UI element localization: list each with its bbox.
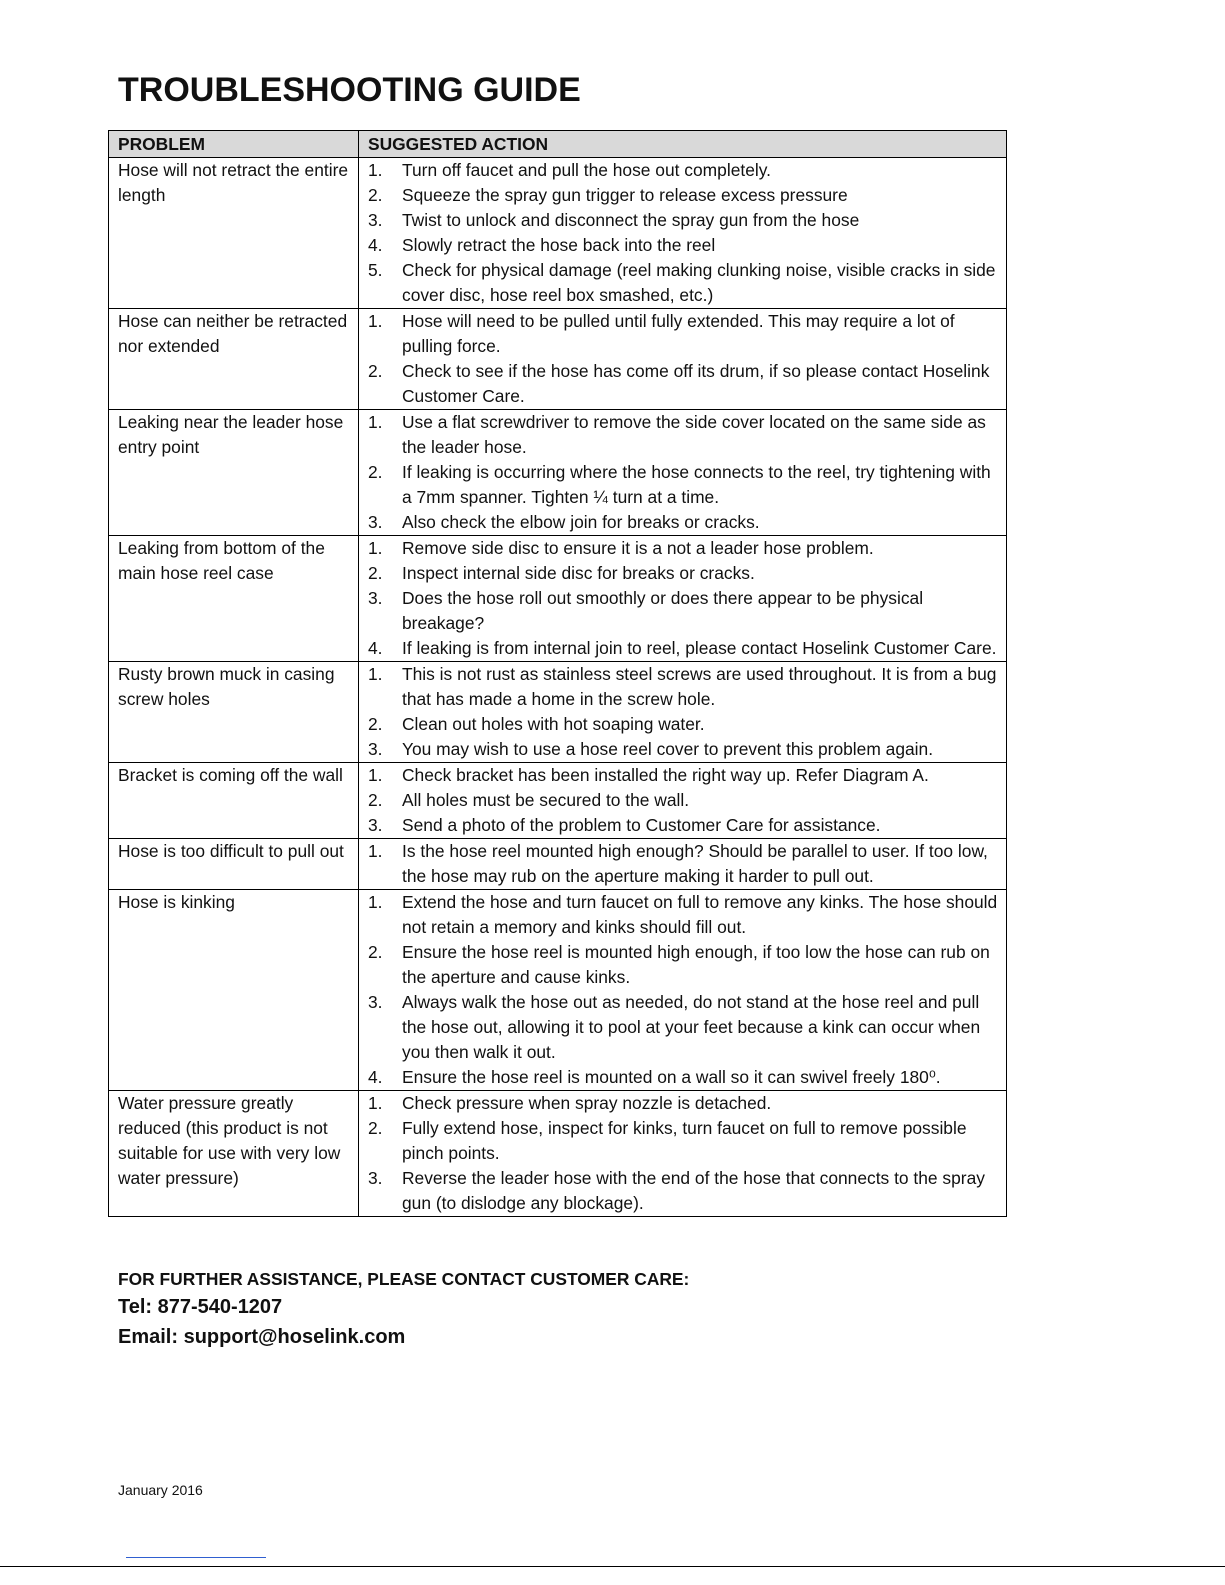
step-number: 2. (368, 714, 383, 734)
action-step (368, 990, 998, 1065)
step-number: 1. (368, 1093, 383, 1113)
action-step (368, 410, 998, 460)
action-step (368, 536, 998, 561)
problem-cell: Leaking from bottom of the main hose reel case (109, 536, 359, 662)
step-text: Use a flat screwdriver to remove the side cover located on the same side as the leader hose. (402, 412, 986, 457)
action-cell (359, 763, 1007, 839)
contact-tel: Tel: 877-540-1207 (118, 1296, 283, 1318)
action-step (368, 763, 998, 788)
step-number: 3. (368, 1168, 383, 1188)
problem-cell: Hose will not retract the entire length (109, 158, 359, 309)
problem-cell: Hose is kinking (109, 890, 359, 1091)
action-step (368, 1116, 998, 1166)
table-row (109, 536, 1007, 662)
step-text: Send a photo of the problem to Customer Care for assistance. (402, 815, 881, 835)
action-step (368, 510, 998, 535)
page-bottom-rule (0, 1566, 1225, 1567)
step-number: 3. (368, 512, 383, 532)
action-steps-list (368, 158, 998, 308)
footer-date: January 2016 (118, 1482, 203, 1498)
action-step (368, 662, 998, 712)
action-step (368, 712, 998, 737)
action-step (368, 561, 998, 586)
action-cell (359, 410, 1007, 536)
step-text: Hose will need to be pulled until fully extended. This may require a lot of pulling force. (402, 311, 955, 356)
action-steps-list (368, 536, 998, 661)
action-steps-list (368, 662, 998, 762)
step-number: 4. (368, 638, 383, 658)
action-step (368, 839, 998, 889)
contact-block (118, 1266, 689, 1352)
step-text: Ensure the hose reel is mounted on a wall so it can swivel freely 180⁰. (402, 1067, 941, 1087)
action-steps-list (368, 309, 998, 409)
action-step (368, 258, 998, 308)
step-number: 2. (368, 185, 383, 205)
step-text: You may wish to use a hose reel cover to prevent this problem again. (402, 739, 934, 759)
step-number: 2. (368, 1118, 383, 1138)
step-number: 1. (368, 664, 383, 684)
step-number: 2. (368, 790, 383, 810)
troubleshooting-table (108, 130, 1007, 1217)
step-number: 3. (368, 815, 383, 835)
action-steps-list (368, 763, 998, 838)
step-text: If leaking is from internal join to reel, please contact Hoselink Customer Care. (402, 638, 997, 658)
problem-cell: Hose is too difficult to pull out (109, 839, 359, 890)
action-step (368, 586, 998, 636)
step-number: 2. (368, 563, 383, 583)
contact-heading: FOR FURTHER ASSISTANCE, PLEASE CONTACT CUSTOMER CARE: (118, 1269, 690, 1289)
step-number: 1. (368, 765, 383, 785)
step-text: Also check the elbow join for breaks or cracks. (402, 512, 760, 532)
table-row (109, 1091, 1007, 1217)
step-number: 4. (368, 235, 383, 255)
action-step (368, 737, 998, 762)
header-problem: PROBLEM (109, 131, 359, 158)
step-number: 1. (368, 412, 383, 432)
step-text: Inspect internal side disc for breaks or cracks. (402, 563, 755, 583)
action-step (368, 359, 998, 409)
step-text: Twist to unlock and disconnect the spray gun from the hose (402, 210, 860, 230)
step-number: 3. (368, 739, 383, 759)
action-step (368, 208, 998, 233)
step-number: 2. (368, 361, 383, 381)
table-row (109, 662, 1007, 763)
table-row (109, 410, 1007, 536)
action-step (368, 309, 998, 359)
step-text: Check for physical damage (reel making clunking noise, visible cracks in side cover disc, hose reel box smashed, etc.) (402, 260, 996, 305)
table-body (109, 158, 1007, 1217)
step-text: All holes must be secured to the wall. (402, 790, 690, 810)
problem-cell: Leaking near the leader hose entry point (109, 410, 359, 536)
step-text: Turn off faucet and pull the hose out completely. (402, 160, 771, 180)
action-steps-list (368, 1091, 998, 1216)
step-number: 3. (368, 588, 383, 608)
action-step (368, 1091, 998, 1116)
step-text: Squeeze the spray gun trigger to release excess pressure (402, 185, 848, 205)
table-row (109, 158, 1007, 309)
action-cell (359, 536, 1007, 662)
table-row (109, 890, 1007, 1091)
step-text: Is the hose reel mounted high enough? Should be parallel to user. If too low, the hose may rub on the aperture making it harder to pull out. (402, 841, 988, 886)
step-number: 1. (368, 841, 383, 861)
action-cell (359, 1091, 1007, 1217)
step-text: Remove side disc to ensure it is a not a leader hose problem. (402, 538, 874, 558)
problem-cell: Hose can neither be retracted nor extended (109, 309, 359, 410)
action-steps-list (368, 839, 998, 889)
action-step (368, 183, 998, 208)
action-step (368, 788, 998, 813)
action-step (368, 890, 998, 940)
step-number: 3. (368, 210, 383, 230)
step-number: 1. (368, 538, 383, 558)
action-step (368, 636, 998, 661)
table-row (109, 763, 1007, 839)
footer-link-underline (126, 1557, 266, 1558)
action-step (368, 813, 998, 838)
problem-cell: Rusty brown muck in casing screw holes (109, 662, 359, 763)
action-step (368, 233, 998, 258)
step-text: This is not rust as stainless steel screws are used throughout. It is from a bug that has made a home in the screw hole. (402, 664, 997, 709)
table-row (109, 839, 1007, 890)
step-number: 2. (368, 942, 383, 962)
action-step (368, 460, 998, 510)
table-row (109, 309, 1007, 410)
step-text: Does the hose roll out smoothly or does there appear to be physical breakage? (402, 588, 924, 633)
problem-cell: Bracket is coming off the wall (109, 763, 359, 839)
problem-cell: Water pressure greatly reduced (this product is not suitable for use with very low water pressure) (109, 1091, 359, 1217)
step-number: 4. (368, 1067, 383, 1087)
action-step (368, 940, 998, 990)
action-cell (359, 890, 1007, 1091)
step-text: Check bracket has been installed the right way up. Refer Diagram A. (402, 765, 929, 785)
step-text: Slowly retract the hose back into the reel (402, 235, 716, 255)
step-number: 5. (368, 260, 383, 280)
action-step (368, 158, 998, 183)
step-text: If leaking is occurring where the hose connects to the reel, try tightening with a 7mm spanner. Tighten ¼ turn at a time. (402, 462, 991, 507)
step-text: Clean out holes with hot soaping water. (402, 714, 705, 734)
action-steps-list (368, 890, 998, 1090)
action-cell (359, 662, 1007, 763)
action-step (368, 1166, 998, 1216)
action-cell (359, 839, 1007, 890)
step-number: 1. (368, 892, 383, 912)
action-cell (359, 158, 1007, 309)
step-text: Fully extend hose, inspect for kinks, turn faucet on full to remove possible pinch points. (402, 1118, 967, 1163)
step-number: 1. (368, 160, 383, 180)
header-suggested-action: SUGGESTED ACTION (359, 131, 1007, 158)
step-number: 3. (368, 992, 383, 1012)
step-number: 2. (368, 462, 383, 482)
page-title: TROUBLESHOOTING GUIDE (118, 71, 581, 109)
action-cell (359, 309, 1007, 410)
action-steps-list (368, 410, 998, 535)
step-text: Always walk the hose out as needed, do not stand at the hose reel and pull the hose out, allowing it to pool at your feet because a kink can occur when you then walk it out. (402, 992, 981, 1062)
table-header (109, 131, 1007, 158)
step-text: Extend the hose and turn faucet on full to remove any kinks. The hose should not retain a memory and kinks should fill out. (402, 892, 998, 937)
action-step (368, 1065, 998, 1090)
step-number: 1. (368, 311, 383, 331)
header-row (109, 131, 1007, 158)
step-text: Reverse the leader hose with the end of the hose that connects to the spray gun (to dislodge any blockage). (402, 1168, 985, 1213)
step-text: Check to see if the hose has come off its drum, if so please contact Hoselink Customer Care. (402, 361, 990, 406)
step-text: Ensure the hose reel is mounted high enough, if too low the hose can rub on the aperture and cause kinks. (402, 942, 990, 987)
contact-email: Email: support@hoselink.com (118, 1326, 406, 1348)
step-text: Check pressure when spray nozzle is detached. (402, 1093, 772, 1113)
